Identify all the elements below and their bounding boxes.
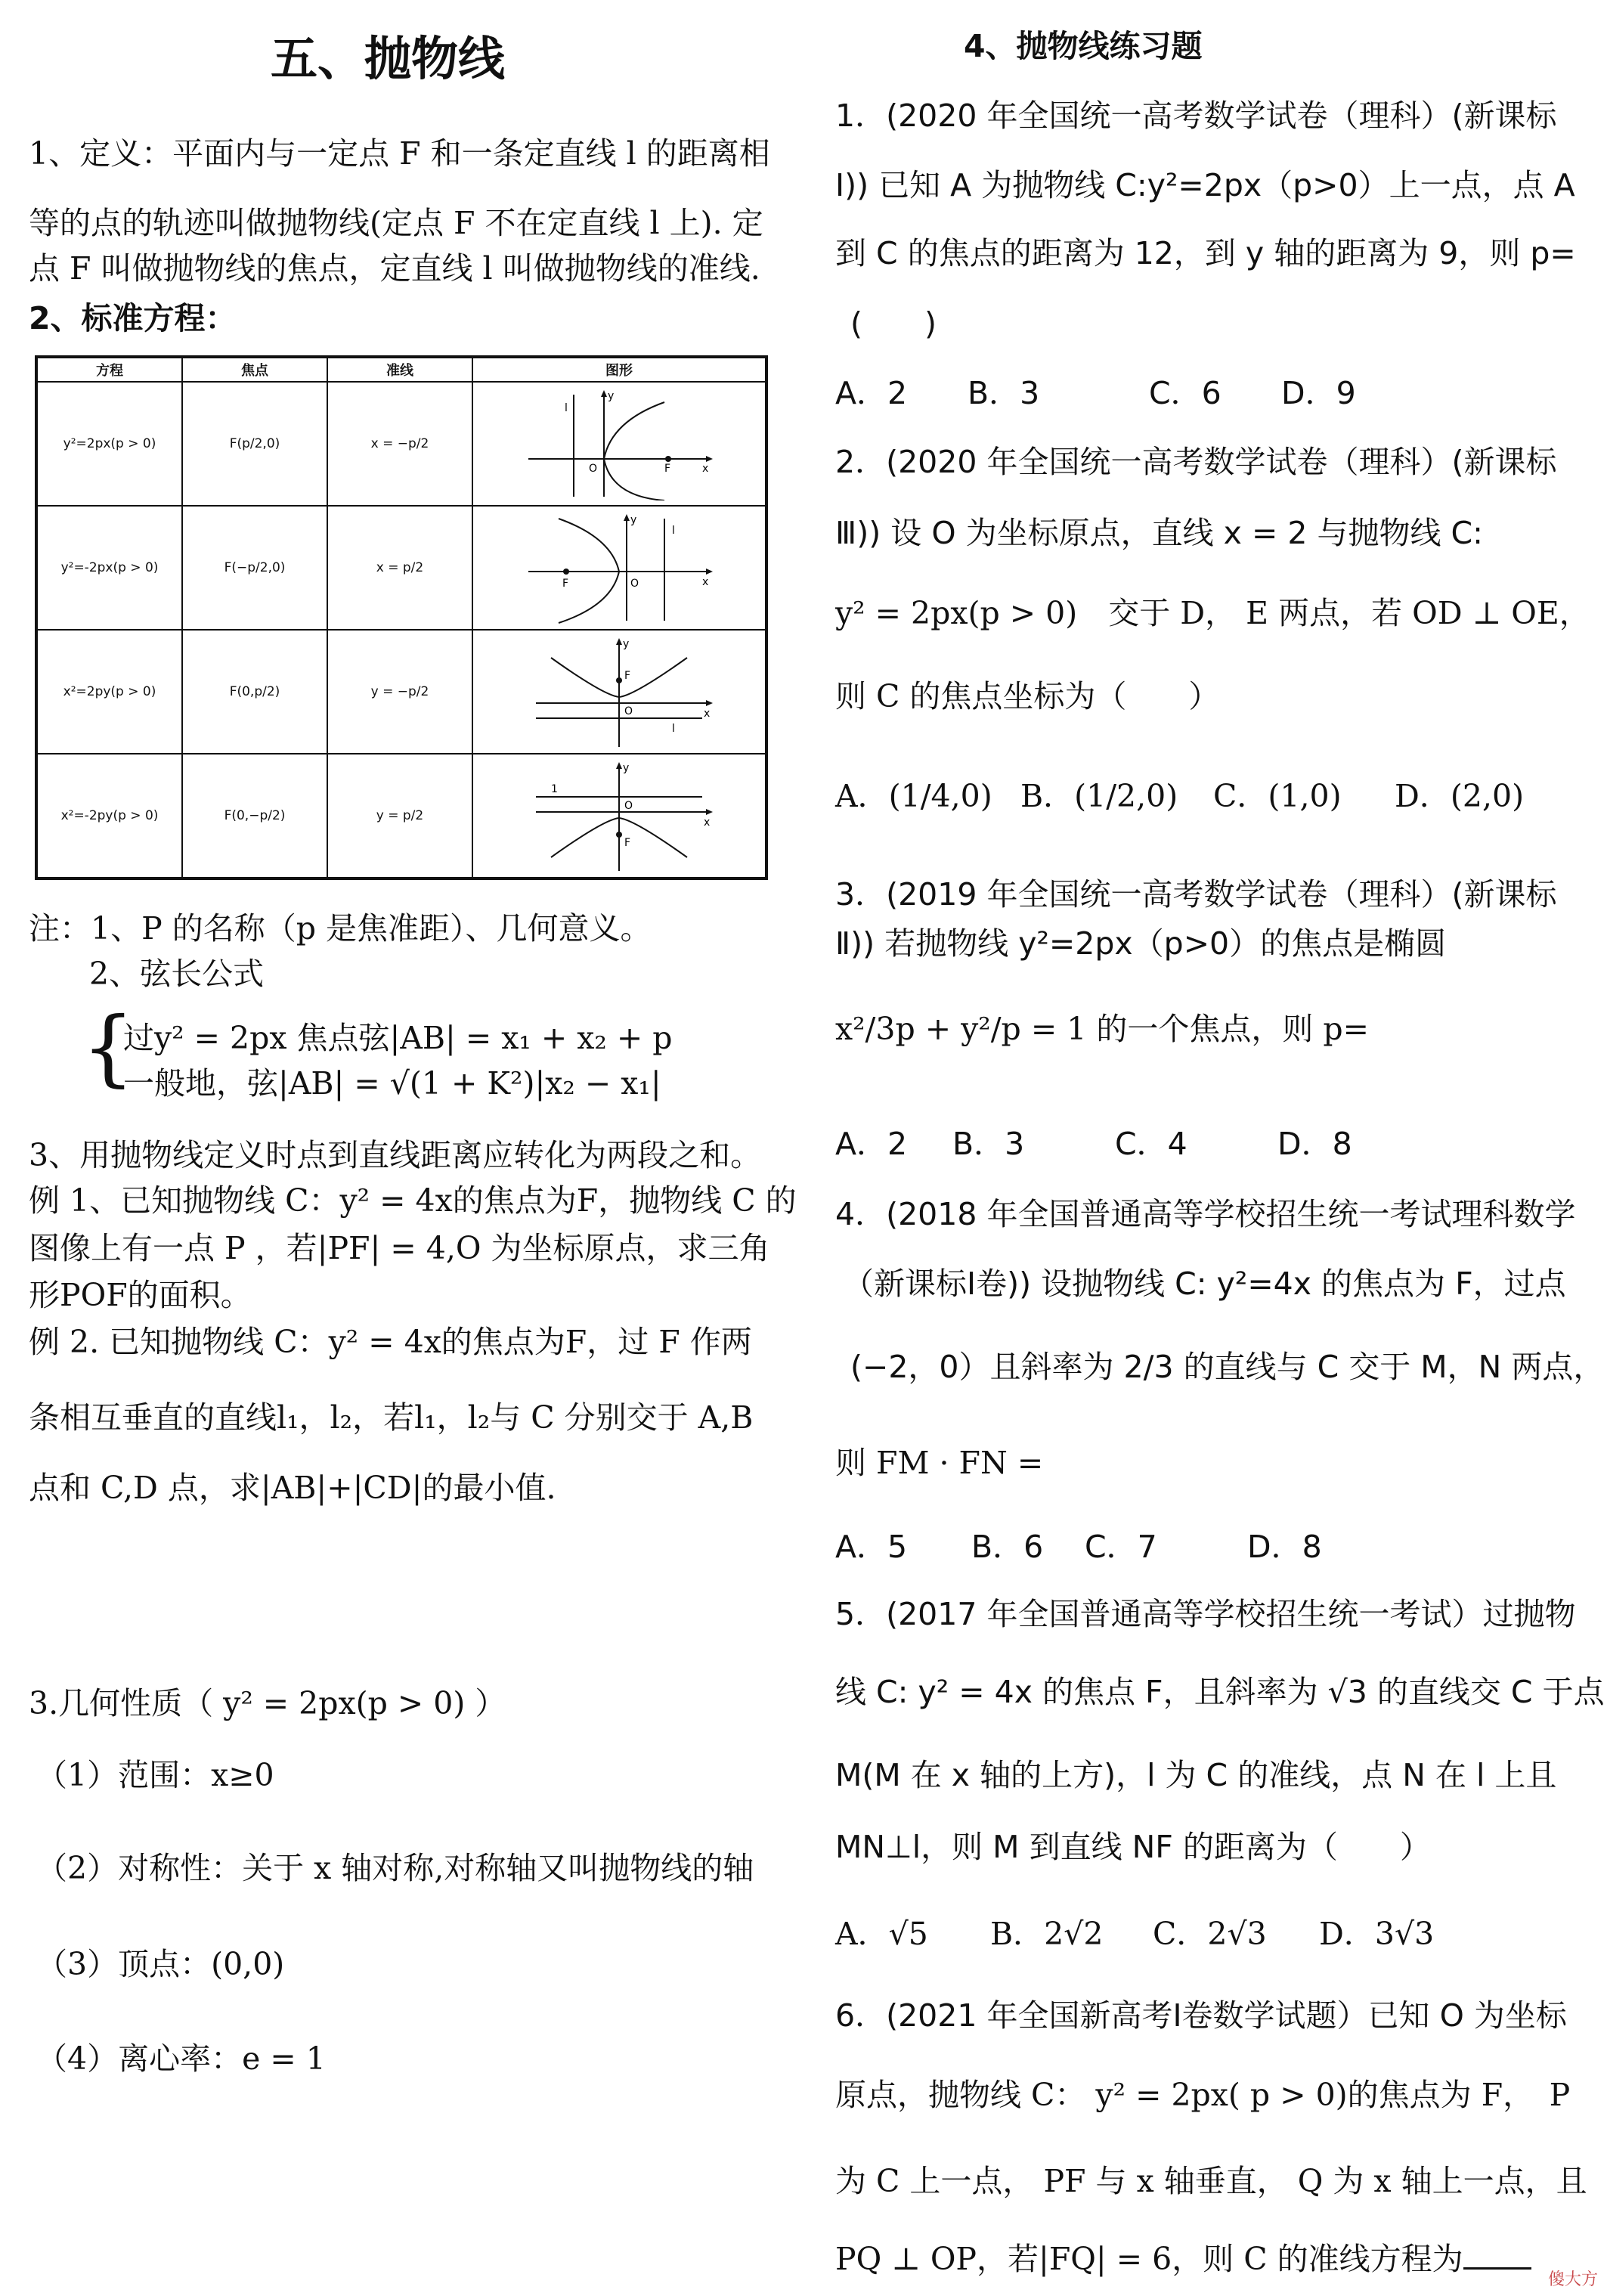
svg-text:y: y [623, 638, 630, 650]
q5-option-a: A．√5 [835, 1916, 928, 1952]
svg-text:l: l [565, 402, 568, 414]
property-range: （1）范围：x≥0 [36, 1757, 274, 1793]
q5-option-b: B．2√2 [990, 1916, 1104, 1952]
q1-option-a: A．2 [835, 375, 908, 411]
geometric-properties-heading: 3.几何性质（ y² = 2px(p > 0) ） [29, 1685, 506, 1721]
q2-line-3: y² = 2px(p > 0) 交于 D， E 两点，若 OD ⊥ OE， [835, 595, 1590, 631]
svg-text:1: 1 [551, 783, 558, 795]
example-2-line-2: 条相互垂直的直线l₁，l₂，若l₁，l₂与 C 分别交于 A,B [29, 1399, 754, 1436]
svg-text:O: O [624, 800, 633, 812]
svg-text:O: O [630, 578, 639, 590]
definition-line-3: 点 F 叫做抛物线的焦点，定直线 l 叫做抛物线的准线. [29, 250, 760, 287]
table-cell-focus: F(−p/2,0) [182, 506, 327, 630]
example-1-line-2: 图像上有一点 P ，若|PF| = 4,O 为坐标原点，求三角 [29, 1230, 770, 1266]
q1-line-2: Ⅰ)) 已知 A 为抛物线 C:y²=2px（p>0）上一点，点 A [835, 167, 1575, 203]
q2-line-2: Ⅲ)) 设 O 为坐标原点，直线 x = 2 与抛物线 C: [835, 515, 1483, 551]
svg-text:F: F [624, 837, 631, 849]
q2-option-d: D．(2,0) [1395, 778, 1525, 814]
q6-line-1: 6．(2021 年全国新高考Ⅰ卷数学试题）已知 O 为坐标 [835, 1997, 1567, 2034]
table-row [36, 506, 766, 630]
q6-line-4-text: PQ ⊥ OP，若|FQ| = 6，则 C 的准线方程为 [835, 2241, 1463, 2277]
svg-text:O: O [589, 463, 598, 475]
chord-formula-2: 一般地，弦|AB| = √(1 + K²)|x₂ − x₁| [123, 1065, 661, 1102]
svg-text:x: x [702, 576, 709, 588]
table-cell-directrix: y = p/2 [327, 754, 472, 878]
table-header-cell: 焦点 [182, 357, 327, 382]
q5-line-3: M(M 在 x 轴的上方)，l 为 C 的准线，点 N 在 l 上且 [835, 1757, 1557, 1793]
table-cell-directrix: x = p/2 [327, 506, 472, 630]
table-cell-equation: y²=-2px(p > 0) [36, 506, 182, 630]
parabola-graph-up [472, 630, 766, 754]
svg-text:F: F [624, 670, 631, 682]
q2-line-1: 2．(2020 年全国统一高考数学试卷（理科）(新课标 [835, 444, 1557, 480]
table-header-row [36, 357, 766, 382]
table-cell-directrix: x = −p/2 [327, 382, 472, 506]
example-1-line-3: 形POF的面积。 [29, 1277, 252, 1313]
parabola-down-figure [521, 759, 717, 872]
table-header-cell: 方程 [36, 357, 182, 382]
table-cell-focus: F(p/2,0) [182, 382, 327, 506]
right-column [835, 0, 1605, 2296]
exercises-heading: 4、抛物线练习题 [964, 28, 1203, 64]
left-column [29, 0, 797, 2296]
q2-option-c: C．(1,0) [1213, 778, 1342, 814]
definition-line-2: 等的点的轨迹叫做抛物线(定点 F 不在定直线 l 上). 定 [29, 205, 763, 241]
table-cell-focus: F(0,p/2) [182, 630, 327, 754]
q5-option-c: C．2√3 [1153, 1916, 1267, 1952]
property-vertex: （3）顶点：(0,0) [36, 1946, 285, 1982]
note-2: 2、弦长公式 [89, 956, 265, 992]
parabola-graph-left [472, 506, 766, 630]
q1-option-b: B．3 [968, 375, 1040, 411]
q2-line-4: 则 C 的焦点坐标为（ ） [835, 678, 1220, 714]
svg-text:y: y [623, 762, 630, 774]
svg-text:y: y [608, 390, 615, 402]
parabola-up-figure [521, 635, 717, 748]
q3-option-d: D．8 [1277, 1126, 1352, 1162]
parabola-left-figure [521, 511, 717, 624]
q4-option-d: D．8 [1247, 1529, 1322, 1565]
table-cell-equation: x²=-2py(p > 0) [36, 754, 182, 878]
formula-brace: { [82, 999, 135, 1095]
q5-line-4: MN⊥l，则 M 到直线 NF 的距离为（ ） [835, 1829, 1431, 1865]
svg-text:F: F [664, 463, 671, 475]
q1-line-3: 到 C 的焦点的距离为 12，到 y 轴的距离为 9，则 p= [835, 235, 1576, 271]
svg-text:x: x [702, 463, 709, 475]
q4-line-4: 则 FM · FN = [835, 1445, 1044, 1481]
example-1-line-1: 例 1、已知抛物线 C：y² = 4x的焦点为F，抛物线 C 的 [29, 1182, 797, 1219]
q4-option-c: C．7 [1085, 1529, 1157, 1565]
q6-line-3: 为 C 上一点， PF 与 x 轴垂直， Q 为 x 轴上一点，且 [835, 2163, 1587, 2199]
standard-equation-table [35, 355, 768, 880]
svg-text:l: l [672, 525, 675, 537]
table-cell-equation: x²=2py(p > 0) [36, 630, 182, 754]
q1-line-4: ( ) [850, 305, 937, 342]
note-1: 注：1、P 的名称（p 是焦准距）、几何意义。 [29, 910, 652, 947]
parabola-right-figure [521, 387, 717, 500]
standard-equation-heading: 2、标准方程： [29, 300, 237, 336]
q3-option-c: C．4 [1115, 1126, 1187, 1162]
q4-option-a: A．5 [835, 1529, 908, 1565]
watermark: 傻大方 [1547, 2270, 1598, 2289]
answer-blank [1463, 2252, 1531, 2270]
q5-line-2: 线 C: y² = 4x 的焦点 F，且斜率为 √3 的直线交 C 于点 [835, 1674, 1605, 1710]
q3-option-b: B．3 [952, 1126, 1025, 1162]
q1-line-1: 1．(2020 年全国统一高考数学试卷（理科）(新课标 [835, 98, 1557, 134]
q4-line-1: 4．(2018 年全国普通高等学校招生统一考试理科数学 [835, 1196, 1576, 1232]
q6-line-2: 原点，抛物线 C： y² = 2px( p > 0)的焦点为 F， P [835, 2077, 1571, 2113]
q4-line-2: （新课标Ⅰ卷)) 设抛物线 C: y²=4x 的焦点为 F，过点 [843, 1266, 1566, 1302]
page-title: 五、抛物线 [271, 31, 506, 86]
svg-text:y: y [630, 514, 637, 526]
table-cell-focus: F(0,−p/2) [182, 754, 327, 878]
svg-text:x: x [704, 816, 711, 829]
table-header-cell: 图形 [472, 357, 766, 382]
q6-line-4 [835, 2242, 1531, 2277]
q5-option-d: D．3√3 [1319, 1916, 1435, 1952]
table-row [36, 630, 766, 754]
property-eccentricity: （4）离心率：e = 1 [36, 2040, 326, 2077]
parabola-graph-right [472, 382, 766, 506]
table-row [36, 382, 766, 506]
q3-line-3: x²/3p + y²/p = 1 的一个焦点，则 p= [835, 1011, 1369, 1047]
table-cell-equation: y²=2px(p > 0) [36, 382, 182, 506]
q2-option-b: B．(1/2,0) [1020, 778, 1178, 814]
q2-option-a: A．(1/4,0) [835, 778, 992, 814]
chord-formula-1: 过y² = 2px 焦点弦|AB| = x₁ + x₂ + p [123, 1020, 673, 1056]
q3-option-a: A．2 [835, 1126, 908, 1162]
svg-text:x: x [704, 708, 711, 720]
q3-line-2: Ⅱ)) 若抛物线 y²=2px（p>0）的焦点是椭圆 [835, 925, 1447, 962]
parabola-graph-down [472, 754, 766, 878]
svg-text:O: O [624, 705, 633, 717]
q4-option-b: B．6 [971, 1529, 1044, 1565]
table-row [36, 754, 766, 878]
q5-line-1: 5．(2017 年全国普通高等学校招生统一考试）过抛物 [835, 1596, 1576, 1632]
q4-line-3: (−2，0）且斜率为 2/3 的直线与 C 交于 M，N 两点， [850, 1349, 1605, 1385]
q1-option-d: D．9 [1281, 375, 1356, 411]
svg-text:l: l [672, 723, 675, 735]
definition-line-1: 1、定义：平面内与一定点 F 和一条定直线 l 的距离相 [29, 135, 770, 172]
table-header-cell: 准线 [327, 357, 472, 382]
property-symmetry: （2）对称性：关于 x 轴对称,对称轴又叫抛物线的轴 [36, 1850, 754, 1886]
example-2-line-1: 例 2. 已知抛物线 C：y² = 4x的焦点为F，过 F 作两 [29, 1324, 752, 1360]
q3-line-1: 3．(2019 年全国统一高考数学试卷（理科）(新课标 [835, 876, 1557, 913]
example-2-line-3: 点和 C,D 点，求|AB|+|CD|的最小值. [29, 1470, 556, 1506]
q1-option-c: C．6 [1149, 375, 1222, 411]
table-cell-directrix: y = −p/2 [327, 630, 472, 754]
section-3-text: 3、用抛物线定义时点到直线距离应转化为两段之和。 [29, 1137, 762, 1173]
svg-text:F: F [562, 578, 569, 590]
